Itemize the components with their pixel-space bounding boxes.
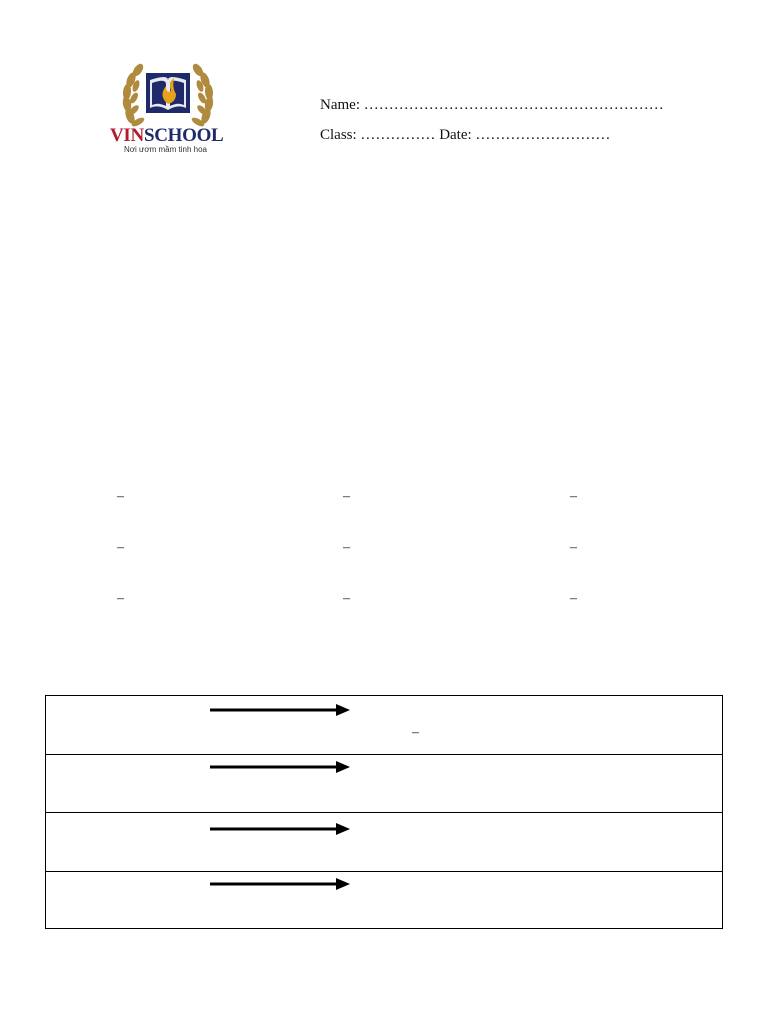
date-label: Date xyxy=(439,127,468,143)
school-tagline: Nơi ươm mầm tinh hoa xyxy=(124,145,207,154)
blank-dash: – xyxy=(343,489,350,504)
class-date-field xyxy=(320,126,610,144)
name-field xyxy=(320,96,664,114)
name-blank[interactable]: : …………………………………………………… xyxy=(355,97,664,113)
blank-dash: – xyxy=(570,591,577,606)
right-arrow-icon xyxy=(210,823,350,835)
blank-dash: – xyxy=(570,489,577,504)
right-arrow-icon xyxy=(210,704,350,716)
blank-dash: – xyxy=(570,540,577,555)
exercise-table xyxy=(45,695,723,929)
date-blank[interactable]: : ……………………… xyxy=(467,127,611,143)
right-arrow-icon xyxy=(210,878,350,890)
table-row xyxy=(46,813,722,872)
class-blank[interactable]: : …………… xyxy=(352,127,440,143)
school-brand-wordmark: VINSCHOOL xyxy=(110,125,224,146)
blank-dash: – xyxy=(117,540,124,555)
blank-dash: – xyxy=(117,591,124,606)
table-row xyxy=(46,872,722,931)
blank-dash: – xyxy=(343,591,350,606)
blank-dash: – xyxy=(412,725,419,740)
blank-dash: – xyxy=(343,540,350,555)
right-arrow-icon xyxy=(210,761,350,773)
class-label: Class xyxy=(320,127,353,143)
name-label: Name xyxy=(320,97,356,113)
table-row xyxy=(46,696,722,755)
blank-dash: – xyxy=(117,489,124,504)
table-row xyxy=(46,755,722,814)
